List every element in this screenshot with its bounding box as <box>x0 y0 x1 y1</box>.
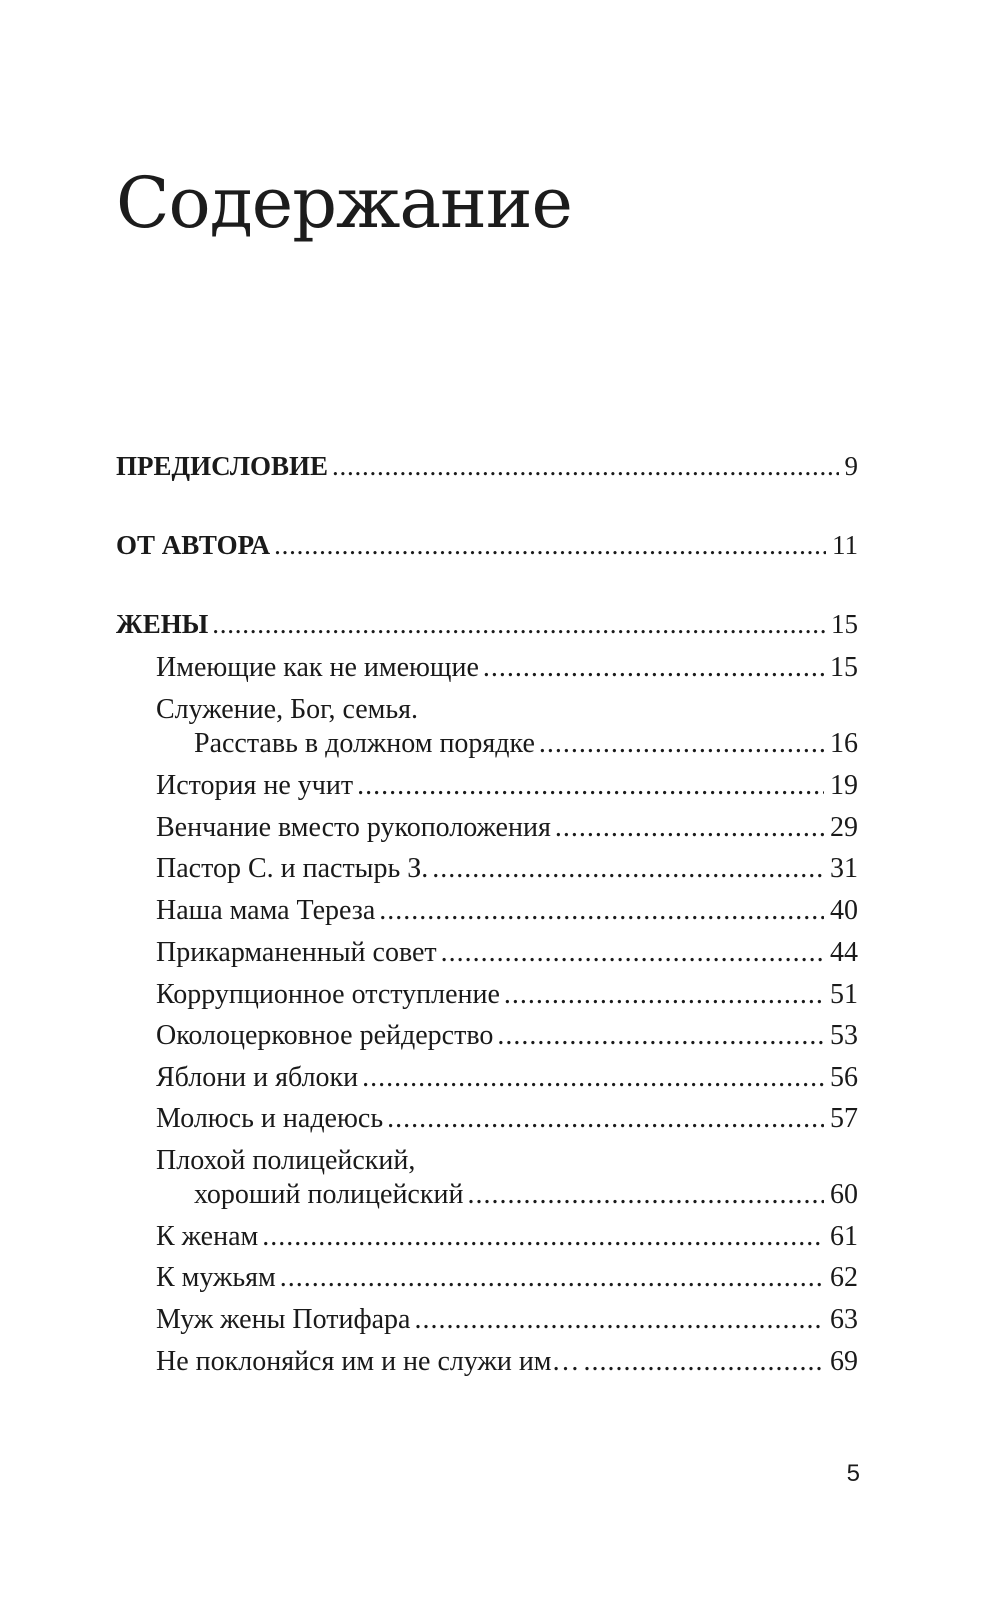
toc-entry-title: К мужьям <box>156 1262 276 1293</box>
dot-leader <box>441 935 824 970</box>
toc-page-number: 69 <box>830 1346 858 1377</box>
toc-page-number: 31 <box>830 853 858 884</box>
toc-page-number: 61 <box>830 1221 858 1252</box>
toc-page-number: 29 <box>830 812 858 843</box>
toc-item[interactable] <box>156 1260 858 1295</box>
toc-entry-title: Прикарманенный совет <box>156 937 437 968</box>
toc-page-number: 51 <box>830 979 858 1010</box>
toc-item[interactable] <box>156 1018 858 1053</box>
table-of-contents <box>116 0 858 1616</box>
toc-item[interactable] <box>156 1344 858 1379</box>
toc-entry-title: Пастор С. и пастырь З. <box>156 853 429 884</box>
toc-page-number: 60 <box>830 1179 858 1210</box>
toc-page-number: 63 <box>830 1304 858 1335</box>
dot-leader <box>332 450 838 484</box>
dot-leader <box>483 650 824 685</box>
dot-leader <box>467 1177 824 1212</box>
toc-page-number: 57 <box>830 1103 858 1134</box>
toc-item[interactable] <box>156 1101 858 1136</box>
dot-leader <box>414 1302 824 1337</box>
toc-entry-title: Муж жены Потифара <box>156 1304 411 1335</box>
dot-leader <box>539 726 824 761</box>
toc-entry-title: Расставь в должном порядке <box>194 728 535 759</box>
toc-page-number: 56 <box>830 1062 858 1093</box>
toc-page-number: 62 <box>830 1262 858 1293</box>
dot-leader <box>387 1101 824 1136</box>
toc-item[interactable] <box>156 1302 858 1337</box>
toc-item[interactable] <box>156 1060 858 1095</box>
toc-page-number: 16 <box>830 728 858 759</box>
toc-entry-title: Имеющие как не имеющие <box>156 652 479 683</box>
toc-page-number: 9 <box>844 451 858 481</box>
dot-leader <box>280 1260 824 1295</box>
dot-leader <box>212 608 825 642</box>
toc-entry-title: Молюсь и надеюсь <box>156 1103 384 1134</box>
toc-item[interactable] <box>156 977 858 1012</box>
toc-item[interactable] <box>156 650 858 685</box>
toc-entry-title: История не учит <box>156 770 354 801</box>
toc-page-number: 53 <box>830 1020 858 1051</box>
dot-leader <box>432 851 824 886</box>
toc-item[interactable] <box>194 1177 858 1212</box>
page-number-footer: 5 <box>846 1460 860 1487</box>
toc-item-first-line[interactable]: Плохой полицейский, <box>156 1145 416 1176</box>
toc-entry-title: Яблони и яблоки <box>156 1062 359 1093</box>
dot-leader <box>362 1060 824 1095</box>
toc-item[interactable] <box>156 768 858 803</box>
dot-leader <box>497 1018 824 1053</box>
toc-entry-title: Наша мама Тереза <box>156 895 376 926</box>
toc-item[interactable] <box>156 935 858 970</box>
dot-leader <box>584 1344 824 1379</box>
toc-entry-title: Коррупционное отступление <box>156 979 500 1010</box>
toc-item[interactable] <box>156 893 858 928</box>
toc-page-number: 15 <box>830 652 858 683</box>
toc-section-wives[interactable] <box>116 608 858 642</box>
toc-item[interactable] <box>194 726 858 761</box>
toc-entry-title: Венчание вместо рукоположения <box>156 812 551 843</box>
toc-section-preface[interactable] <box>116 450 858 484</box>
dot-leader <box>555 810 824 845</box>
toc-entry-title: Не поклоняйся им и не служи им… <box>156 1346 580 1377</box>
toc-page-number: 11 <box>832 530 858 560</box>
dot-leader <box>274 529 826 563</box>
toc-section-from-author[interactable] <box>116 529 858 563</box>
dot-leader <box>262 1219 824 1254</box>
toc-entry-title: Околоцерковное рейдерство <box>156 1020 494 1051</box>
toc-entry-title: К женам <box>156 1221 259 1252</box>
page-title: Содержание <box>116 162 572 244</box>
toc-item-first-line[interactable]: Служение, Бог, семья. <box>156 694 419 725</box>
toc-entry-title: ПРЕДИСЛОВИЕ <box>116 451 329 481</box>
dot-leader <box>504 977 824 1012</box>
dot-leader <box>357 768 824 803</box>
toc-entry-title: хороший полицейский <box>194 1179 464 1210</box>
dot-leader <box>379 893 824 928</box>
toc-entry-title: ЖЕНЫ <box>116 609 209 639</box>
toc-item[interactable] <box>156 1219 858 1254</box>
toc-item[interactable] <box>156 810 858 845</box>
toc-page-number: 19 <box>830 770 858 801</box>
toc-page-number: 15 <box>831 609 858 639</box>
toc-page-number: 40 <box>830 895 858 926</box>
toc-page-number: 44 <box>830 937 858 968</box>
toc-item[interactable] <box>156 851 858 886</box>
toc-entry-title: ОТ АВТОРА <box>116 530 271 560</box>
